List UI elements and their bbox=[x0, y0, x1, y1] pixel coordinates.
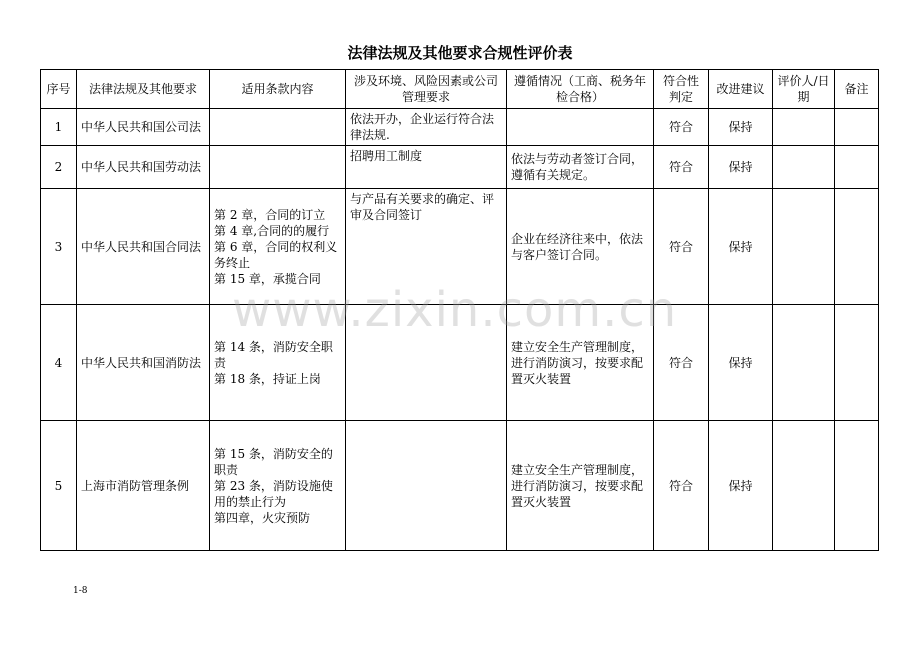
cell-compliance: 建立安全生产管理制度，进行消防演习，按要求配置灭火装置 bbox=[507, 421, 654, 551]
cell-remark bbox=[835, 421, 879, 551]
cell-involves: 依法开办，企业运行符合法律法规. bbox=[346, 109, 507, 146]
cell-compliance: 依法与劳动者签订合同，遵循有关规定。 bbox=[507, 146, 654, 189]
table-row bbox=[41, 305, 879, 421]
cell-clauses bbox=[210, 305, 346, 421]
header-no: 序号 bbox=[41, 70, 77, 109]
cell-no: 2 bbox=[41, 146, 77, 189]
cell-remark bbox=[835, 109, 879, 146]
table-row bbox=[41, 109, 879, 146]
cell-no: 4 bbox=[41, 305, 77, 421]
cell-judgment: 符合 bbox=[654, 109, 709, 146]
watermark: www.zixin.com.cn bbox=[232, 282, 678, 338]
cell-evaluator bbox=[773, 421, 835, 551]
clause-line: 第 4 章,合同的的履行 bbox=[214, 223, 330, 238]
cell-compliance: 建立安全生产管理制度，进行消防演习，按要求配置灭火装置 bbox=[507, 305, 654, 421]
header-law: 法律法规及其他要求 bbox=[77, 70, 210, 109]
clause-line: 第 23 条，消防设施使用的禁止行为 bbox=[214, 478, 333, 509]
cell-suggestion: 保持 bbox=[709, 146, 773, 189]
cell-judgment: 符合 bbox=[654, 146, 709, 189]
cell-no: 5 bbox=[41, 421, 77, 551]
cell-judgment: 符合 bbox=[654, 305, 709, 421]
cell-judgment: 符合 bbox=[654, 189, 709, 305]
cell-evaluator bbox=[773, 305, 835, 421]
cell-clauses bbox=[210, 109, 346, 146]
cell-involves: 与产品有关要求的确定、评审及合同签订 bbox=[346, 189, 507, 305]
cell-clauses bbox=[210, 189, 346, 305]
cell-judgment: 符合 bbox=[654, 421, 709, 551]
cell-no: 3 bbox=[41, 189, 77, 305]
cell-clauses bbox=[210, 146, 346, 189]
cell-compliance bbox=[507, 109, 654, 146]
cell-clauses bbox=[210, 421, 346, 551]
header-judgment: 符合性判定 bbox=[654, 70, 709, 109]
clause-line: 第 15 条，消防安全的职责 bbox=[214, 446, 333, 477]
cell-suggestion: 保持 bbox=[709, 421, 773, 551]
header-involves: 涉及环境、风险因素或公司管理要求 bbox=[346, 70, 507, 109]
table-row bbox=[41, 189, 879, 305]
cell-evaluator bbox=[773, 189, 835, 305]
clause-line: 第 15 章，承揽合同 bbox=[214, 271, 321, 286]
cell-involves: 招聘用工制度 bbox=[346, 146, 507, 189]
compliance-table bbox=[40, 69, 879, 551]
clause-line: 第 2 章，合同的订立 bbox=[214, 207, 326, 222]
cell-law: 中华人民共和国消防法 bbox=[77, 305, 210, 421]
clause-line: 第 18 条，持证上岗 bbox=[214, 371, 321, 386]
cell-suggestion: 保持 bbox=[709, 189, 773, 305]
cell-evaluator bbox=[773, 146, 835, 189]
cell-remark bbox=[835, 146, 879, 189]
header-compliance: 遵循情况（工商、税务年检合格） bbox=[507, 70, 654, 109]
document-title: 法律法规及其他要求合规性评价表 bbox=[347, 44, 573, 62]
cell-no: 1 bbox=[41, 109, 77, 146]
clause-line: 第 14 条，消防安全职责 bbox=[214, 339, 333, 370]
header-clauses: 适用条款内容 bbox=[210, 70, 346, 109]
cell-suggestion: 保持 bbox=[709, 305, 773, 421]
cell-involves bbox=[346, 305, 507, 421]
cell-law: 上海市消防管理条例 bbox=[77, 421, 210, 551]
page-footer: 1-8 bbox=[73, 586, 88, 596]
header-suggestion: 改进建议 bbox=[709, 70, 773, 109]
cell-compliance: 企业在经济往来中，依法与客户签订合同。 bbox=[507, 189, 654, 305]
cell-law: 中华人民共和国公司法 bbox=[77, 109, 210, 146]
header-remark: 备注 bbox=[835, 70, 879, 109]
cell-law: 中华人民共和国合同法 bbox=[77, 189, 210, 305]
table-row bbox=[41, 421, 879, 551]
table-row bbox=[41, 146, 879, 189]
clause-line: 第四章，火灾预防 bbox=[214, 510, 311, 525]
cell-remark bbox=[835, 189, 879, 305]
clause-line: 第 6 章，合同的权利义务终止 bbox=[214, 239, 338, 270]
cell-involves bbox=[346, 421, 507, 551]
cell-law: 中华人民共和国劳动法 bbox=[77, 146, 210, 189]
cell-remark bbox=[835, 305, 879, 421]
cell-suggestion: 保持 bbox=[709, 109, 773, 146]
cell-evaluator bbox=[773, 109, 835, 146]
header-evaluator: 评价人/日期 bbox=[773, 70, 835, 109]
header-row bbox=[41, 70, 879, 109]
